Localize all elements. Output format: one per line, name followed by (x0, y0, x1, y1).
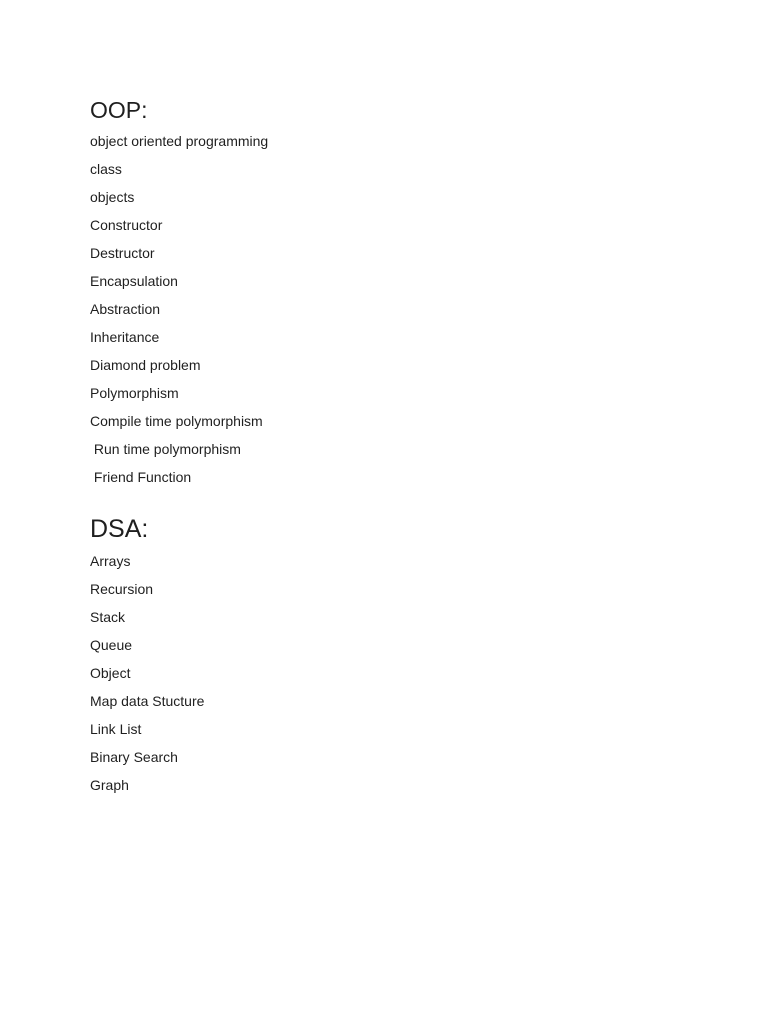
dsa-topic-item: Map data Stucture (90, 693, 205, 709)
oop-topic-item: Friend Function (90, 469, 192, 485)
oop-section (90, 94, 690, 491)
dsa-topic-item: Link List (90, 721, 142, 737)
oop-topic-item: Diamond problem (90, 357, 201, 373)
dsa-section (90, 513, 690, 799)
dsa-topic-list (90, 547, 690, 799)
oop-heading: OOP: (90, 97, 148, 123)
oop-topic-item: objects (90, 189, 135, 205)
section-spacer (90, 491, 690, 513)
oop-topic-item: Compile time polymorphism (90, 413, 263, 429)
oop-topic-item: Inheritance (90, 329, 160, 345)
dsa-topic-item: Graph (90, 777, 129, 793)
dsa-heading: DSA: (90, 515, 149, 543)
oop-topic-item: Constructor (90, 217, 163, 233)
oop-topic-item: Polymorphism (90, 385, 179, 401)
oop-topic-item: class (90, 161, 122, 177)
dsa-topic-item: Object (90, 665, 131, 681)
oop-topic-list (90, 127, 690, 491)
oop-topic-item: Abstraction (90, 301, 161, 317)
dsa-topic-item: Binary Search (90, 749, 178, 765)
document-page (90, 94, 690, 799)
dsa-topic-item: Stack (90, 609, 126, 625)
oop-topic-item: Encapsulation (90, 273, 178, 289)
oop-topic-item: Run time polymorphism (90, 441, 241, 457)
oop-topic-item: object oriented programming (90, 133, 269, 149)
oop-topic-item: Destructor (90, 245, 155, 261)
dsa-topic-item: Recursion (90, 581, 154, 597)
dsa-topic-item: Queue (90, 637, 133, 653)
dsa-topic-item: Arrays (90, 553, 131, 569)
